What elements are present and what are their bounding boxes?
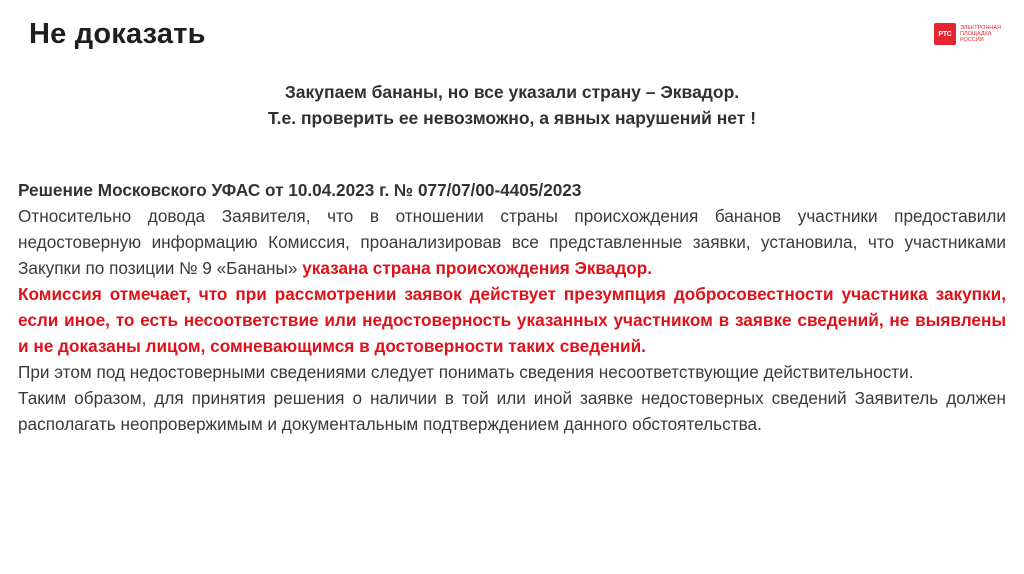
decision-text xyxy=(18,177,1006,437)
rts-logo-text xyxy=(960,25,1004,44)
logo-text-line: ЭЛЕКТРОННАЯ xyxy=(960,24,1002,31)
paragraph-1-text: Относительно довода Заявителя, что в отношении страны происхождения бананов участники предоставили недостоверную информацию Комиссия, проанализировав все представленные заявки, установила, что участниками Закупки по позиции № 9 «Бананы» xyxy=(18,206,1006,278)
subtitle-line-1: Закупаем бананы, но все указали страну – Эквадор. xyxy=(284,82,740,102)
logo-text-line: РОССИИ xyxy=(960,37,984,44)
decision-heading: Решение Московского УФАС от 10.04.2023 г. № 077/07/00-4405/2023 xyxy=(18,180,582,200)
paragraph-3: При этом под недостоверными сведениями следует понимать сведения несоответствующие действительности. xyxy=(18,362,914,382)
subtitle-line-2: Т.е. проверить ее невозможно, а явных нарушений нет ! xyxy=(267,108,757,128)
rts-logo xyxy=(934,23,1004,45)
slide-subtitle xyxy=(0,79,1024,131)
rts-logo-badge: РТС xyxy=(934,23,956,45)
slide-title: Не доказать xyxy=(29,18,206,50)
paragraph-1-highlight: указана страна происхождения Эквадор. xyxy=(302,258,653,278)
paragraph-1 xyxy=(18,203,1006,281)
paragraph-2-highlight: Комиссия отмечает, что при рассмотрении заявок действует презумпция добросовестности участника закупки, если иное, то есть несоответствие или недостоверность указанных участником в заявке сведений, не выявлены и не доказаны лицом, сомневающимся в достоверности таких сведений. xyxy=(18,284,1006,356)
paragraph-4: Таким образом, для принятия решения о наличии в той или иной заявке недостоверных сведений Заявитель должен располагать неопровержимым и документальным подтверждением данного обстоятельства. xyxy=(18,388,1006,434)
logo-text-line: ПЛОЩАДКА xyxy=(960,30,992,37)
